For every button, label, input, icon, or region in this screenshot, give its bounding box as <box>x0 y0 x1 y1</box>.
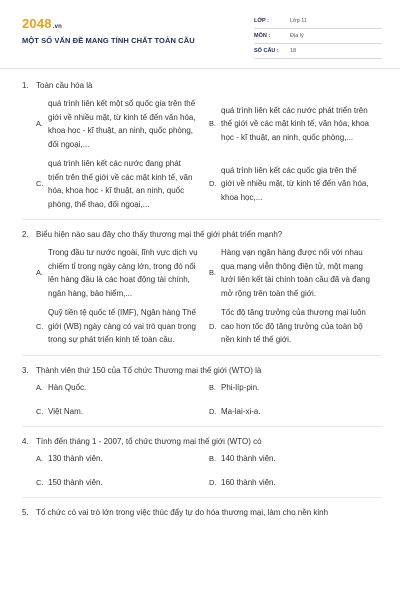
meta-count-row <box>254 46 382 59</box>
option-letter: B. <box>209 119 217 129</box>
question-1 <box>22 80 382 91</box>
meta-label: MÔN : <box>254 33 271 39</box>
option-d[interactable] <box>209 157 382 211</box>
option-text: Việt Nam. <box>48 406 83 416</box>
option-d[interactable] <box>209 477 382 489</box>
question-divider <box>22 219 382 220</box>
question-text: Tính đến tháng 1 - 2007, tổ chức thương mại thế giới (WTO) có <box>36 436 262 446</box>
logo-tld: .vn <box>52 24 63 30</box>
option-text: quá trình liên kết một số quốc gia trên thế giới về nhiều mặt, từ kinh tế đến văn hóa, khoa học - kĩ thuật, an ninh, quốc phòng, đối ngoại,... <box>48 99 196 149</box>
option-text: quá trình liên kết các nước phát triển trên thế giới về các mặt kinh tế, văn hóa, khoa học - kĩ thuật, an ninh, quốc phòng,... <box>221 105 369 142</box>
question-2-options <box>36 246 382 347</box>
page-header <box>22 12 382 62</box>
question-3 <box>22 365 382 376</box>
option-letter: D. <box>209 406 217 416</box>
option-text: 160 thành viên. <box>221 477 276 487</box>
option-a[interactable] <box>36 382 209 394</box>
document-title: MỘT SỐ VẤN ĐỀ MANG TÍNH CHẤT TOÀN CẦU <box>22 36 195 45</box>
question-number: 2. <box>22 230 29 239</box>
question-2 <box>22 229 382 240</box>
option-b[interactable] <box>209 97 382 151</box>
option-text: quá trình liên kết các nước đang phát triển trên thế giới về các mặt kinh tế, văn hóa, khoa học - kĩ thuật, an ninh, quốc phòng, thể thao, đối ngoại,... <box>48 159 193 209</box>
question-text: Toàn cầu hóa là <box>36 81 93 90</box>
option-text: quá trình liên kết các quốc gia trên thế giới về nhiều mặt, từ kinh tế đến văn hóa, khoa học,... <box>221 165 369 202</box>
option-text: 140 thành viên. <box>221 453 276 463</box>
option-letter: D. <box>209 179 217 189</box>
document-meta <box>254 16 382 61</box>
option-text: Phi-líp-pin. <box>221 382 260 392</box>
option-text: Hàn Quốc. <box>48 382 87 392</box>
option-letter: C. <box>36 477 44 487</box>
option-c[interactable] <box>36 406 209 418</box>
site-logo[interactable] <box>22 16 62 31</box>
meta-value: Địa lý <box>290 33 304 39</box>
question-list <box>22 80 382 524</box>
meta-label: LỚP : <box>254 18 269 24</box>
option-letter: B. <box>209 382 217 392</box>
question-number: 4. <box>22 436 29 446</box>
option-a[interactable] <box>36 246 209 300</box>
question-4-options <box>36 453 382 489</box>
option-text: Hàng vạn ngân hàng được nối với nhau qua mạng viễn thông điện tử, một mạng lưới liên kết tài chính toàn cầu đã và đang mở rộng trên toàn thế giới. <box>221 248 370 298</box>
question-number: 1. <box>22 81 29 90</box>
option-letter: A. <box>36 453 44 463</box>
meta-value: 18 <box>290 48 297 54</box>
option-text: Tốc độ tăng trưởng của thương mại luôn cao hơn tốc độ tăng trưởng của toàn bộ nền kinh tế thế giới. <box>221 308 366 344</box>
question-text: Biểu hiện nào sau đây cho thấy thương mại thế giới phát triển mạnh? <box>36 230 283 239</box>
option-c[interactable] <box>36 157 209 211</box>
option-text: Quỹ tiền tệ quốc tế (IMF), Ngân hàng Thế giới (WB) ngày càng có vai trò quan trọng trong sự phát triển kinh tế toàn cầu. <box>48 308 196 344</box>
question-5 <box>22 507 382 518</box>
option-d[interactable] <box>209 306 382 347</box>
option-letter: A. <box>36 268 44 278</box>
question-3-options <box>36 382 382 418</box>
option-c[interactable] <box>36 306 209 347</box>
option-c[interactable] <box>36 477 209 489</box>
option-text: 130 thành viên. <box>48 453 103 463</box>
meta-class-row <box>254 16 382 29</box>
option-b[interactable] <box>209 382 382 394</box>
option-text: 150 thành viên. <box>48 477 103 487</box>
meta-label: SỐ CÂU : <box>254 48 279 54</box>
option-b[interactable] <box>209 453 382 465</box>
option-b[interactable] <box>209 246 382 300</box>
option-a[interactable] <box>36 97 209 151</box>
option-letter: B. <box>209 453 217 463</box>
question-divider <box>22 355 382 356</box>
question-number: 5. <box>22 507 29 517</box>
option-letter: A. <box>36 119 44 129</box>
question-number: 3. <box>22 365 29 375</box>
option-letter: C. <box>36 179 44 189</box>
option-letter: A. <box>36 382 44 392</box>
question-text: Thành viên thứ 150 của Tổ chức Thương mại thế giới (WTO) là <box>36 365 262 375</box>
option-letter: B. <box>209 268 217 278</box>
meta-value: Lớp 11 <box>290 18 307 24</box>
option-text: Trong đầu tư nước ngoài, lĩnh vực dịch vụ chiếm tỉ trọng ngày càng lớn, trong đó nổi lên hàng đầu là các hoạt động tài chính, ngân hàng, bảo hiểm,... <box>48 248 198 298</box>
question-1-options <box>36 97 382 211</box>
question-text: Tổ chức có vai trò lớn trong việc thúc đẩy tự do hóa thương mại, làm cho nền kinh <box>36 507 329 517</box>
meta-subject-row <box>254 31 382 44</box>
option-letter: D. <box>209 321 217 331</box>
option-d[interactable] <box>209 406 382 418</box>
option-text: Ma-lai-xi-a. <box>221 406 261 416</box>
option-letter: D. <box>209 477 217 487</box>
option-letter: C. <box>36 406 44 416</box>
question-divider <box>22 426 382 427</box>
logo-number: 2048 <box>22 16 52 31</box>
option-letter: C. <box>36 321 44 331</box>
option-a[interactable] <box>36 453 209 465</box>
question-divider <box>22 497 382 498</box>
header-divider <box>0 68 400 69</box>
question-4 <box>22 436 382 447</box>
